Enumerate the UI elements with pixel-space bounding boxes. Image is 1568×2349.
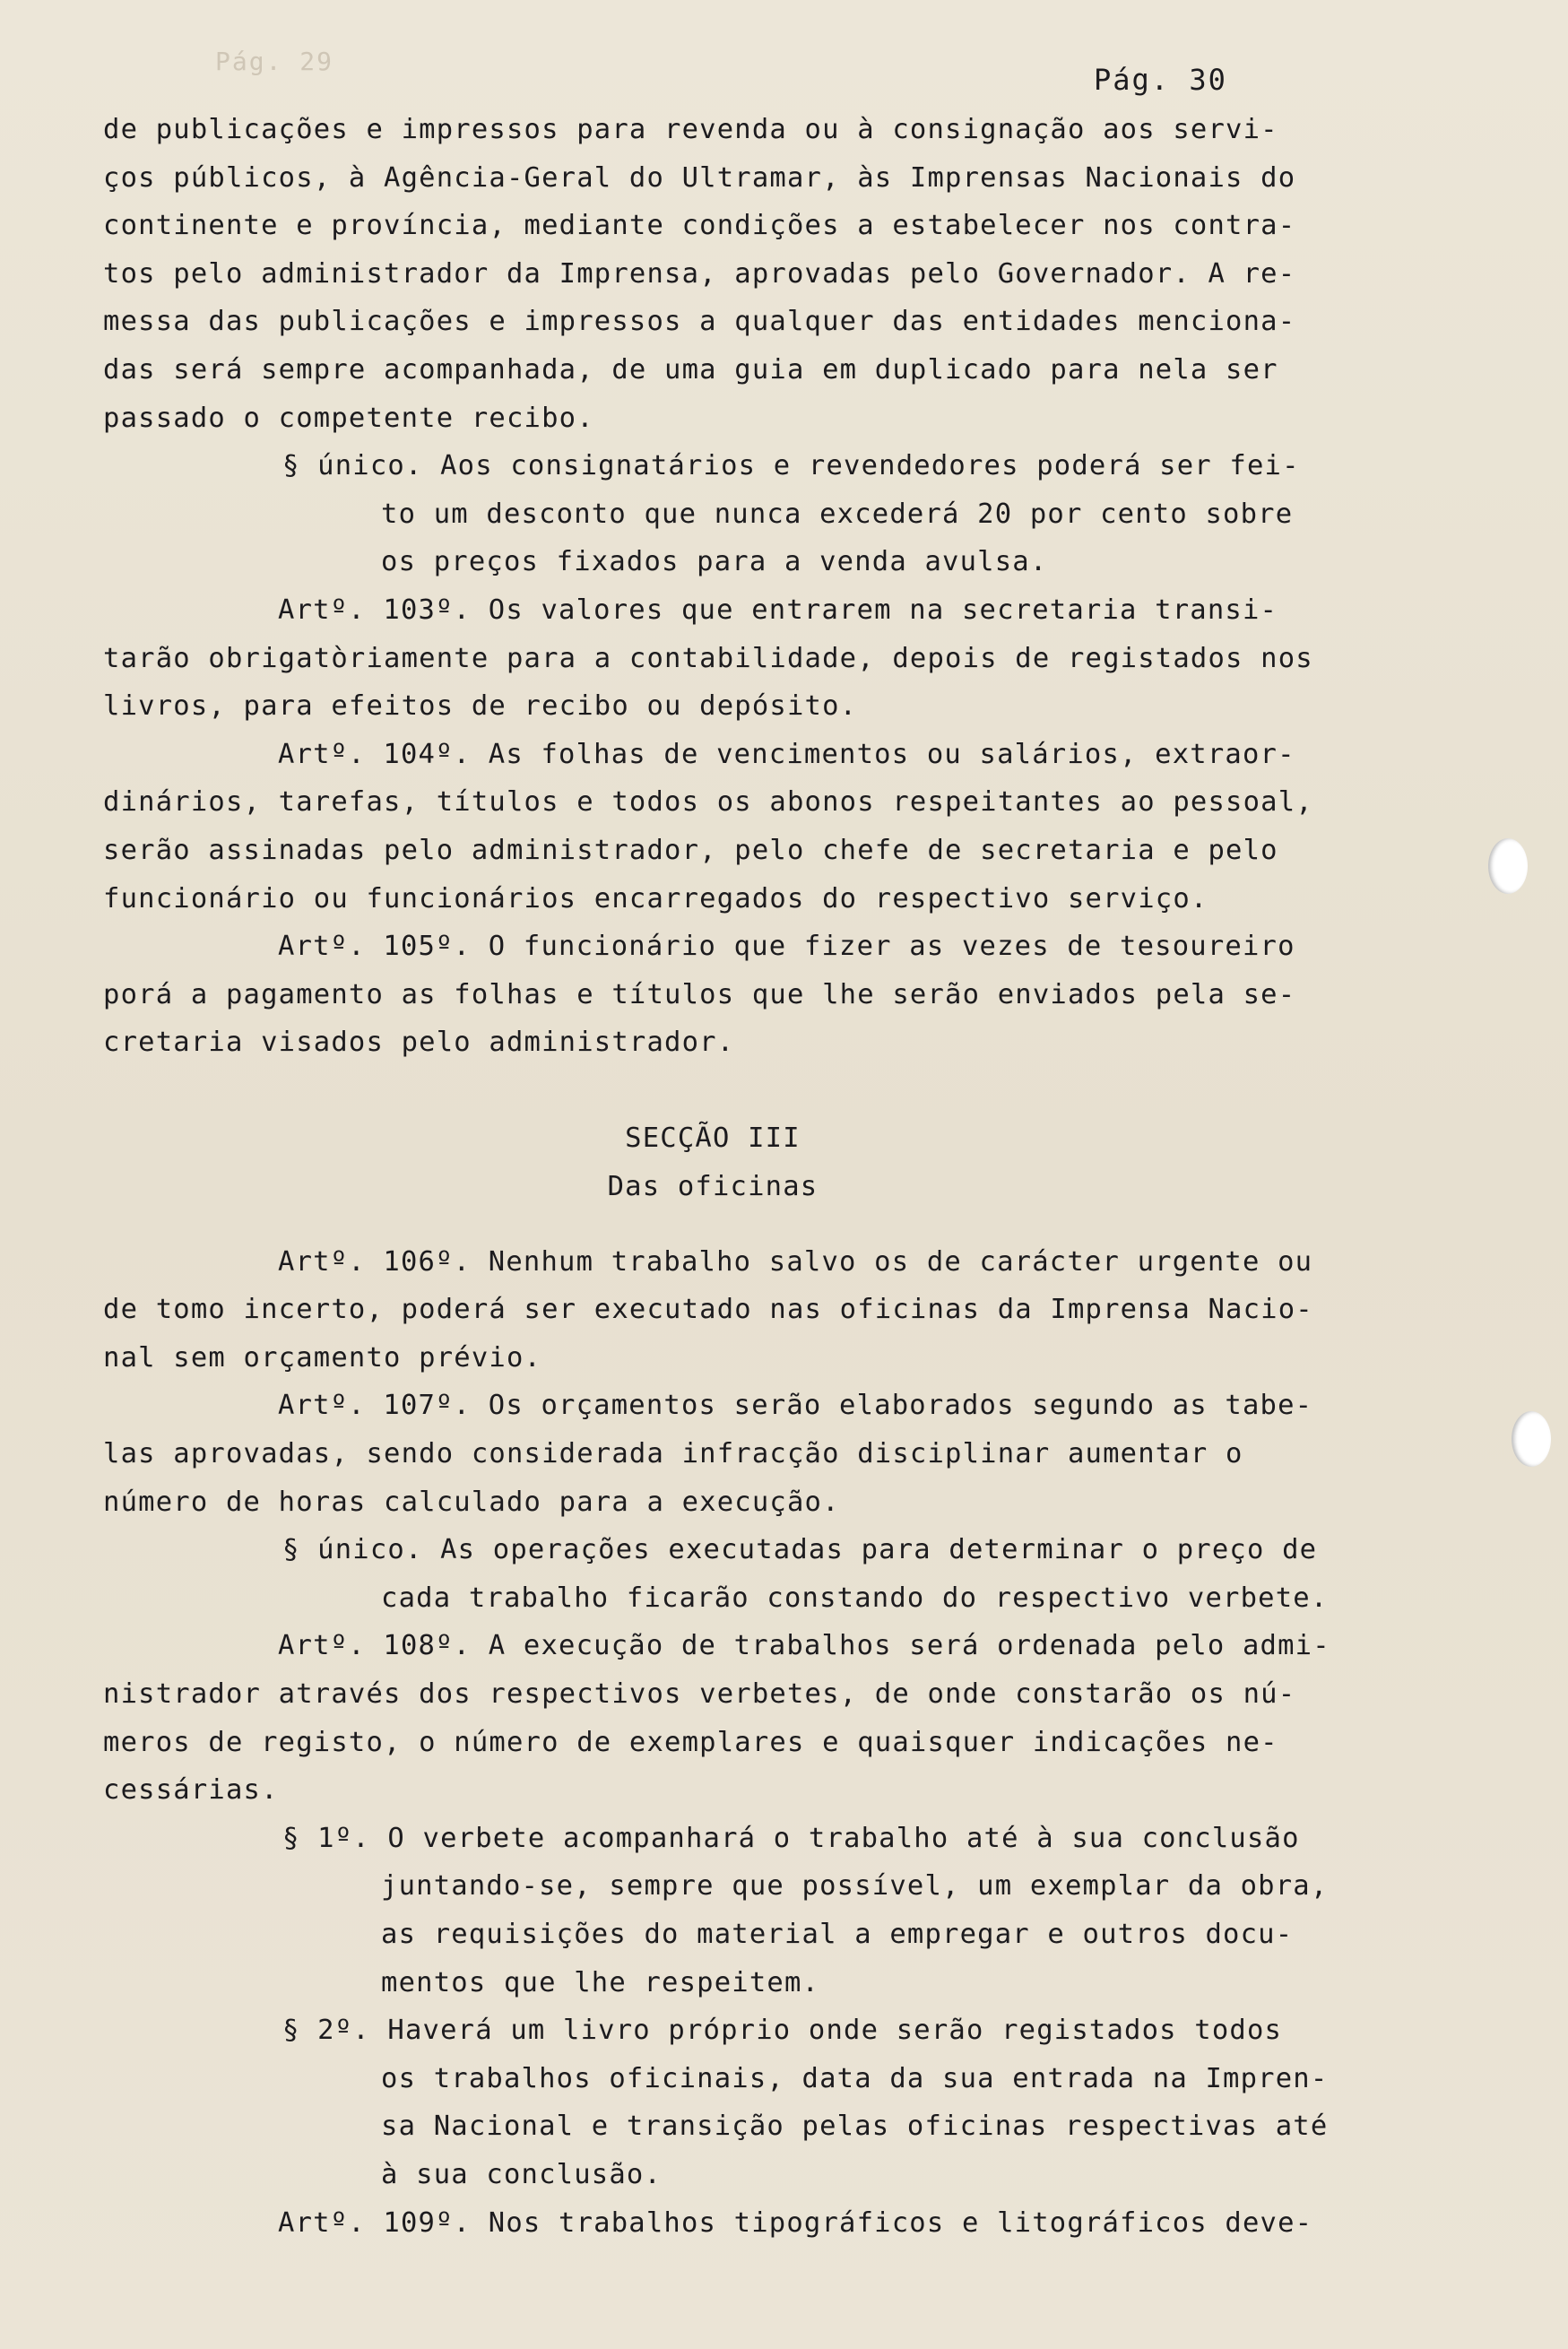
text-line: cada trabalho ficarão constando do respectivo verbete. — [381, 1582, 1329, 1614]
text-line: as requisições do material a empregar e outros docu- — [381, 1918, 1294, 1950]
text-line: messa das publicações e impressos a qualquer das entidades menciona- — [103, 306, 1296, 338]
text-line: mentos que lhe respeitem. — [381, 1966, 820, 1998]
text-line: número de horas calculado para a execução. — [103, 1486, 840, 1518]
text-line: juntando-se, sempre que possível, um exemplar da obra, — [381, 1870, 1329, 1903]
text-line: funcionário ou funcionários encarregados do respectivo serviço. — [103, 882, 1208, 914]
text-line: Artº. 105º. O funcionário que fizer as vezes de tesoureiro — [278, 931, 1295, 963]
text-line: tos pelo administrador da Imprensa, aprovadas pelo Governador. A re- — [103, 257, 1296, 290]
text-line: continente e província, mediante condições a estabelecer nos contra- — [103, 210, 1296, 242]
text-line: § 2º. Haverá um livro próprio onde serão registados todos — [282, 2015, 1283, 2047]
text-line: os preços fixados para a venda avulsa. — [381, 546, 1048, 578]
text-line: serão assinadas pelo administrador, pelo chefe de secretaria e pelo — [103, 834, 1278, 866]
text-line: § 1º. O verbete acompanhará o trabalho até à sua conclusão — [282, 1822, 1300, 1854]
text-line: Artº. 107º. Os orçamentos serão elaborados segundo as tabe- — [278, 1390, 1313, 1422]
text-line: de publicações e impressos para revenda ou à consignação aos servi- — [103, 114, 1278, 145]
text-line: das será sempre acompanhada, de uma guia em duplicado para nela ser — [103, 353, 1278, 386]
text-line: Artº. 106º. Nenhum trabalho salvo os de carácter urgente ou — [278, 1245, 1313, 1278]
text-line: Artº. 109º. Nos trabalhos tipográficos e litográficos deve- — [278, 2206, 1313, 2239]
text-line: tarão obrigatòriamente para a contabilidade, depois de registados nos — [103, 642, 1313, 674]
text-line: cessárias. — [103, 1774, 279, 1807]
paragraphs-after-section — [103, 1238, 1330, 2247]
text-line: meros de registo, o número de exemplares e quaisquer indicações ne- — [103, 1726, 1278, 1758]
text-line: livros, para efeitos de recibo ou depósito. — [103, 690, 858, 723]
text-line: ços públicos, à Agência-Geral do Ultramar, às Imprensas Nacionais do — [103, 161, 1296, 194]
text-line: Artº. 104º. As folhas de vencimentos ou salários, extraor- — [278, 738, 1295, 770]
text-line: sa Nacional e transição pelas oficinas respectivas até — [381, 2111, 1329, 2143]
text-line: to um desconto que nunca excederá 20 por cento sobre — [381, 498, 1294, 530]
text-line: Artº. 108º. A execução de trabalhos será ordenada pelo admi- — [278, 1630, 1330, 1662]
bleed-through-page-number: Pág. 29 — [215, 47, 334, 76]
text-line: Artº. 103º. Os valores que entrarem na secretaria transi- — [278, 594, 1278, 626]
text-line: dinários, tarefas, títulos e todos os abonos respeitantes ao pessoal, — [103, 786, 1313, 819]
document-body — [103, 106, 1330, 2247]
text-line: § único. As operações executadas para determinar o preço de — [282, 1534, 1318, 1566]
text-line: nal sem orçamento prévio. — [103, 1341, 542, 1374]
text-line: porá a pagamento as folhas e títulos que lhe serão enviados pela se- — [103, 978, 1296, 1010]
punch-hole — [1512, 1411, 1551, 1467]
text-line: os trabalhos oficinais, data da sua entrada na Impren- — [381, 2062, 1329, 2094]
paragraphs-before-section — [103, 106, 1322, 1067]
text-line: à sua conclusão. — [381, 2158, 663, 2190]
text-line: de tomo incerto, poderá ser executado nas oficinas da Imprensa Nacio- — [103, 1294, 1313, 1326]
text-line: passado o competente recibo. — [103, 402, 594, 434]
page-number: Pág. 30 — [1094, 63, 1227, 97]
text-line: § único. Aos consignatários e revendedores poderá ser fei- — [282, 450, 1300, 482]
section-title: SECÇÃO III — [625, 1122, 801, 1155]
section-subtitle: Das oficinas — [607, 1171, 819, 1203]
text-line: nistrador através dos respectivos verbetes, de onde constarão os nú- — [103, 1678, 1296, 1710]
punch-hole — [1488, 838, 1528, 894]
text-line: las aprovadas, sendo considerada infracção disciplinar aumentar o — [103, 1438, 1243, 1470]
text-line: cretaria visados pelo administrador. — [103, 1027, 735, 1059]
